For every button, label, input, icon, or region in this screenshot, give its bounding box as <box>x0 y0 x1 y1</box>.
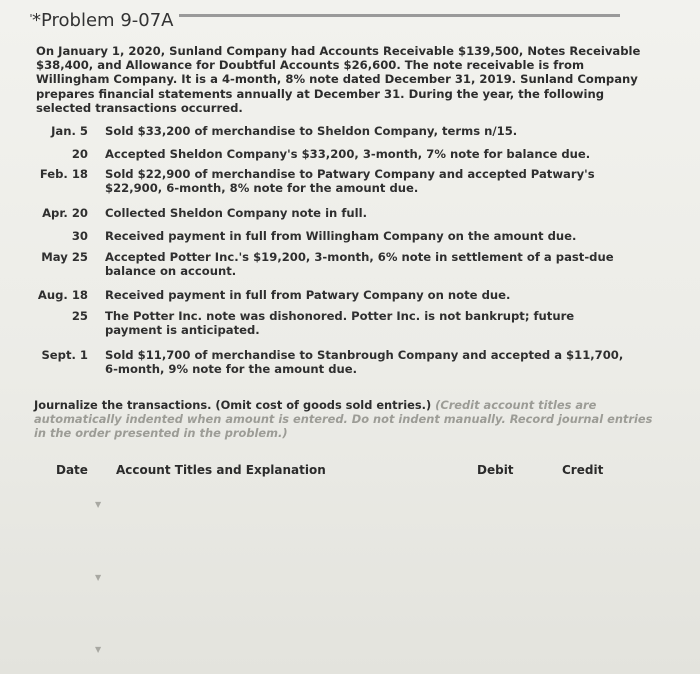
instructions-main: Journalize the transactions. (Omit cost of goods sold entries.) <box>34 398 432 412</box>
transaction-text: The Potter Inc. note was dishonored. Potter Inc. is not bankrupt; future payment is anticipated. <box>105 309 575 337</box>
col-header-date: Date <box>56 463 88 477</box>
transaction-row <box>30 310 650 338</box>
transaction-date: Aug. 18 <box>37 288 88 302</box>
transaction-row <box>30 230 650 244</box>
transaction-text: Received payment in full from Patwary Company on note due. <box>105 288 511 302</box>
transaction-text: Collected Sheldon Company note in full. <box>105 206 367 220</box>
transaction-text: Accepted Potter Inc.'s $19,200, 3-month, 6% note in settlement of a past-due balance on account. <box>105 250 614 278</box>
transaction-row <box>30 168 650 196</box>
date-select-chevron-icon[interactable]: ▼ <box>95 645 102 654</box>
transaction-text: Sold $33,200 of merchandise to Sheldon Company, terms n/15. <box>105 124 518 138</box>
col-header-account: Account Titles and Explanation <box>116 463 326 477</box>
transaction-row <box>30 349 650 377</box>
transaction-date: 30 <box>71 229 88 243</box>
transaction-date: Jan. 5 <box>51 124 88 138</box>
transaction-row <box>30 251 650 279</box>
col-header-debit: Debit <box>477 463 514 477</box>
transaction-date: May 25 <box>41 250 88 264</box>
transaction-row <box>30 289 650 303</box>
transaction-row <box>30 207 650 221</box>
problem-title: *Problem 9-07A <box>32 10 179 31</box>
col-header-credit: Credit <box>562 463 604 477</box>
transaction-row <box>30 125 650 139</box>
transaction-text: Received payment in full from Willingham Company on the amount due. <box>105 229 577 243</box>
transaction-date: Apr. 20 <box>42 206 88 220</box>
transaction-row <box>30 148 650 162</box>
date-select-chevron-icon[interactable]: ▼ <box>95 573 102 582</box>
transaction-text: Sold $11,700 of merchandise to Stanbrough Company and accepted a $11,700, 6-month, 9% note for the amount due. <box>105 348 624 376</box>
transaction-text: Sold $22,900 of merchandise to Patwary Company and accepted Patwary's $22,900, 6-month, 8% note for the amount due. <box>105 167 595 195</box>
problem-intro: On January 1, 2020, Sunland Company had Accounts Receivable $139,500, Notes Receivable $38,400, and Allowance for Doubtful Accounts $26,600. The note receivable is from Willingham Company. It is a 4-month, 8% note dated December 31, 2019. Sunland Company prepares financial statements annually at December 31. During the year, the following selected transactions occurred. <box>36 44 641 115</box>
transaction-date: Feb. 18 <box>39 167 88 181</box>
date-select-chevron-icon[interactable]: ▼ <box>95 500 102 509</box>
transaction-text: Accepted Sheldon Company's $33,200, 3-month, 7% note for balance due. <box>105 147 591 161</box>
instructions-note: (Credit account titles are automatically indented when amount is entered. Do not indent manually. Record journal entries in the order presented in the problem.) <box>34 398 653 440</box>
transaction-date: 25 <box>71 309 88 323</box>
transaction-date: 20 <box>71 147 88 161</box>
transaction-date: Sept. 1 <box>41 348 88 362</box>
instructions <box>34 398 654 440</box>
